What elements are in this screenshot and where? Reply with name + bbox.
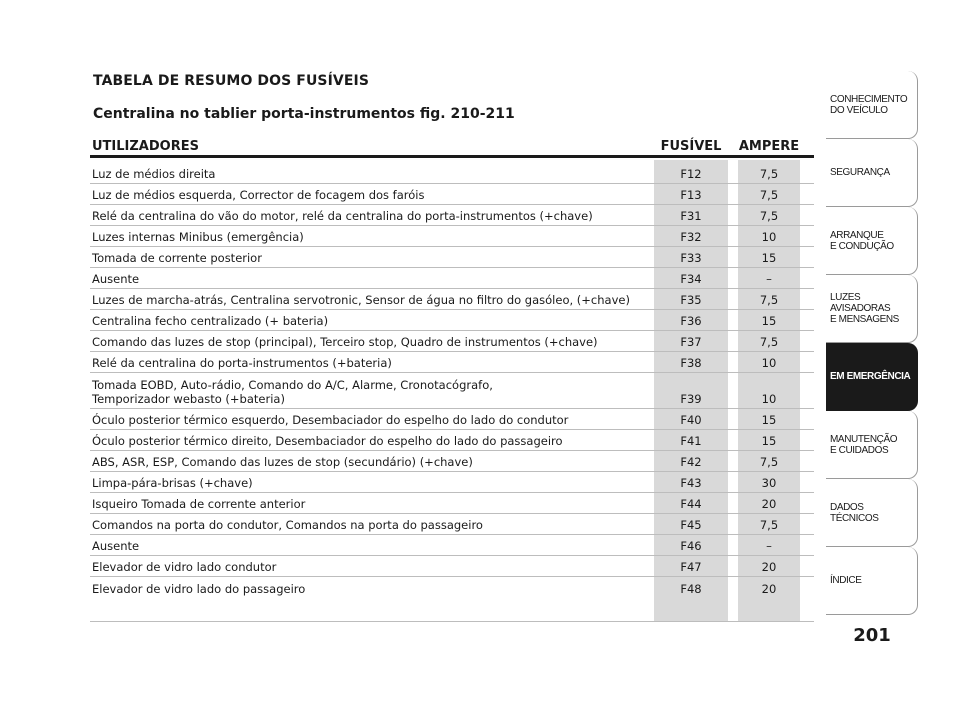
table-row (90, 331, 814, 352)
cell-user: Elevador de vidro lado do passageiro (92, 582, 306, 596)
cell-user: Isqueiro Tomada de corrente anterior (92, 497, 306, 511)
cell-fuse: F13 (680, 188, 702, 202)
cell-fuse: F12 (680, 167, 702, 181)
cell-ampere: 20 (761, 582, 777, 596)
cell-ampere: 7,5 (759, 455, 779, 469)
cell-fuse: F36 (680, 314, 702, 328)
cell-fuse: F37 (680, 335, 702, 349)
cell-fuse: F46 (680, 539, 702, 553)
cell-ampere: 15 (761, 314, 777, 328)
page-number: 201 (853, 625, 891, 646)
cell-fuse: F43 (680, 476, 702, 490)
cell-ampere: – (766, 539, 772, 553)
table-row (90, 310, 814, 331)
table-row (90, 493, 814, 514)
cell-ampere: 7,5 (759, 335, 779, 349)
cell-user: Relé da centralina do vão do motor, relé da centralina do porta-instrumentos (+chave) (92, 209, 593, 223)
cell-user: Elevador de vidro lado condutor (92, 560, 277, 574)
cell-user: Tomada de corrente posterior (92, 251, 262, 265)
table-row (90, 268, 814, 289)
cell-ampere: 10 (761, 356, 777, 370)
cell-fuse: F40 (680, 413, 702, 427)
cell-fuse: F47 (680, 560, 702, 574)
cell-fuse: F35 (680, 293, 702, 307)
nav-tab-3[interactable]: ARRANQUE E CONDUÇÃO (826, 207, 918, 275)
table-row (90, 577, 814, 598)
header-ampere: AMPERE (738, 139, 800, 154)
cell-fuse: F41 (680, 434, 702, 448)
cell-user: Óculo posterior térmico direito, Desembaciador do espelho do lado do passageiro (92, 434, 563, 448)
cell-user: Ausente (92, 272, 140, 286)
cell-user: Luz de médios esquerda, Corrector de focagem dos faróis (92, 188, 425, 202)
cell-fuse: F42 (680, 455, 702, 469)
nav-tab-5[interactable]: EM EMERGÊNCIA (826, 343, 918, 411)
cell-ampere: 7,5 (759, 167, 779, 181)
cell-user: Luz de médios direita (92, 167, 216, 181)
table-row (90, 247, 814, 268)
cell-ampere: 10 (761, 230, 777, 244)
page-title: TABELA DE RESUMO DOS FUSÍVEIS (93, 73, 370, 89)
table-row (90, 352, 814, 373)
table-row (90, 289, 814, 310)
cell-user: Centralina fecho centralizado (+ bateria) (92, 314, 329, 328)
table-bottom-rule (90, 621, 814, 622)
cell-user: Comandos na porta do condutor, Comandos na porta do passageiro (92, 518, 483, 532)
cell-ampere: 7,5 (759, 293, 779, 307)
cell-user: Relé da centralina do porta-instrumentos (+bateria) (92, 356, 392, 370)
cell-ampere: 20 (761, 560, 777, 574)
cell-ampere: 15 (761, 251, 777, 265)
cell-ampere: 10 (761, 392, 777, 406)
cell-ampere: 7,5 (759, 188, 779, 202)
table-row (90, 535, 814, 556)
cell-user: Limpa-pára-brisas (+chave) (92, 476, 253, 490)
nav-tab-8[interactable]: ÍNDICE (826, 547, 918, 615)
header-users: UTILIZADORES (92, 139, 199, 154)
cell-user: Luzes internas Minibus (emergência) (92, 230, 304, 244)
nav-tab-1[interactable]: CONHECIMENTO DO VEÍCULO (826, 71, 918, 139)
cell-ampere: 30 (761, 476, 777, 490)
nav-tab-4[interactable]: LUZES AVISADORAS E MENSAGENS (826, 275, 918, 343)
cell-fuse: F32 (680, 230, 702, 244)
table-row (90, 205, 814, 226)
cell-fuse: F33 (680, 251, 702, 265)
table-header (90, 138, 814, 158)
cell-ampere: 7,5 (759, 518, 779, 532)
cell-user: Tomada EOBD, Auto-rádio, Comando do A/C, Alarme, Cronotacógrafo, Temporizador webasto (+bateria) (92, 378, 493, 406)
cell-user: Comando das luzes de stop (principal), Terceiro stop, Quadro de instrumentos (+chave) (92, 335, 598, 349)
table-row (90, 451, 814, 472)
cell-fuse: F34 (680, 272, 702, 286)
cell-ampere: 7,5 (759, 209, 779, 223)
table-row (90, 472, 814, 493)
cell-fuse: F39 (680, 392, 702, 406)
page-subtitle: Centralina no tablier porta-instrumentos fig. 210-211 (93, 106, 515, 122)
table-row (90, 373, 814, 409)
cell-ampere: 15 (761, 413, 777, 427)
cell-ampere: – (766, 272, 772, 286)
cell-user: ABS, ASR, ESP, Comando das luzes de stop (secundário) (+chave) (92, 455, 473, 469)
fuse-table (90, 138, 814, 622)
cell-fuse: F45 (680, 518, 702, 532)
nav-tab-2[interactable]: SEGURANÇA (826, 139, 918, 207)
table-row (90, 163, 814, 184)
table-row (90, 430, 814, 451)
header-fuse: FUSÍVEL (660, 139, 722, 154)
nav-tab-7[interactable]: DADOS TÉCNICOS (826, 479, 918, 547)
table-row (90, 184, 814, 205)
cell-fuse: F48 (680, 582, 702, 596)
table-row (90, 514, 814, 535)
cell-user: Luzes de marcha-atrás, Centralina servotronic, Sensor de água no filtro do gasóleo, (+chave) (92, 293, 630, 307)
nav-tab-6[interactable]: MANUTENÇÃO E CUIDADOS (826, 411, 918, 479)
table-row (90, 226, 814, 247)
table-body (90, 163, 814, 598)
table-row (90, 409, 814, 430)
cell-user: Óculo posterior térmico esquerdo, Desembaciador do espelho do lado do condutor (92, 413, 569, 427)
cell-ampere: 20 (761, 497, 777, 511)
cell-user: Ausente (92, 539, 140, 553)
chapter-nav (826, 71, 918, 615)
table-row (90, 556, 814, 577)
cell-fuse: F44 (680, 497, 702, 511)
cell-ampere: 15 (761, 434, 777, 448)
cell-fuse: F38 (680, 356, 702, 370)
cell-fuse: F31 (680, 209, 702, 223)
